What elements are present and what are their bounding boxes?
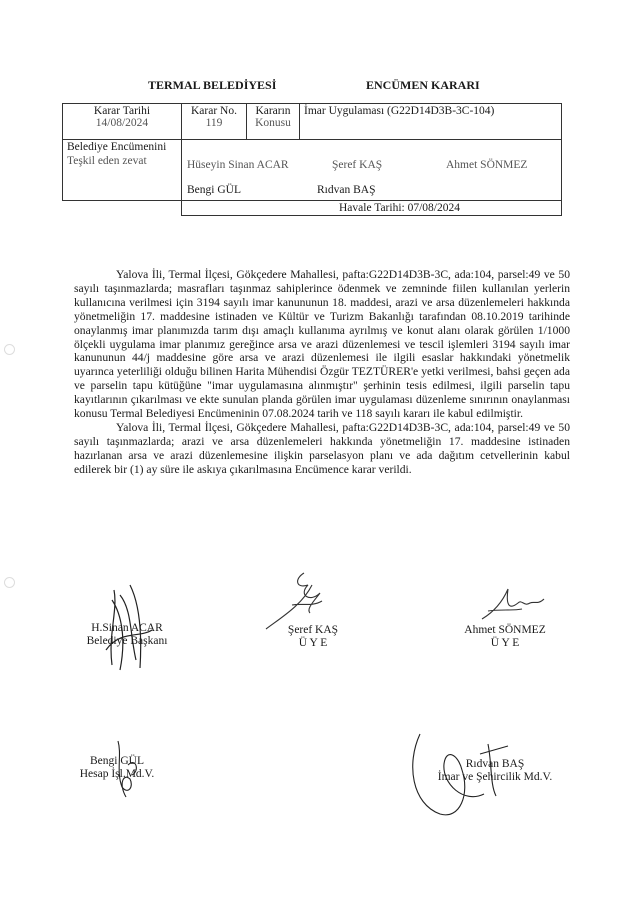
- punch-hole-mark: [4, 344, 15, 355]
- signer-name: Şeref KAŞ: [287, 624, 339, 636]
- council-label-1: Belediye Encümenini: [67, 141, 167, 153]
- signer-name: H.Sinan ACAR: [91, 622, 163, 634]
- decision-date-cell: [63, 104, 182, 140]
- members-cell: [182, 140, 562, 201]
- signature-block-sonmez: [455, 624, 555, 650]
- signature-sonmez: [478, 583, 548, 628]
- signature-block-gul: [62, 755, 172, 781]
- signer-name: Ahmet SÖNMEZ: [464, 624, 546, 636]
- signer-name: Rıdvan BAŞ: [465, 758, 525, 770]
- subject-value: İmar Uygulaması (G22D14D3B-3C-104): [304, 105, 495, 117]
- body-paragraph-1: Yalova İli, Termal İlçesi, Gökçedere Mahallesi, pafta:G22D14D3B-3C, ada:104, parsel:49 ve 50 sayılı taşınmazlarda; masrafları taşınmaz sahiplerince ödenmek ve zemninde fiilen kullanılan yerlerin kullanıcına verilmesi için 3194 sayılı imar kanununun 18. maddesi, arazi ve arsa düzenlemeleri hakkında yönetmeliğin 17. maddesine istinaden ve Kültür ve Turizm Bakanlığı tarafından 08.10.2019 tarihinde onaylanmış imar planımızda tarım dışı amaçlı kullanıma ayrılmış ve konut alanı olarak görülen 1/1000 ölçekli uygulama imar planımız gereğince arsa ve arazi düzenlemesi ve tescil işlemleri 3194 sayılı imar kanununun 44/j maddesine göre arsa ve arazi düzenlemesi ile ilgili esaslar hakkındaki yönetmelik uyarınca yeterliliği olduğu bilinen Harita Mühendisi Özgür TEZTÜRER'e yetki verilmesi, bahsi geçen ada ve parselin tapu kütüğüne "imar uygulamasına alınmıştır" şerhinin tesis edilmesi, ilgili parselin tapu kayıtlarının çıkarılması ve ekte sunulan planda görülen imar uygulaması düzenleme sınırının onaylanması konusu Termal Belediyesi Encümeninin 07.08.2024 tarih ve 118 sayılı kararı ile kabul edilmiştir.: [74, 268, 570, 421]
- punch-hole-mark: [4, 577, 15, 588]
- member-name: Bengi GÜL: [187, 184, 241, 196]
- signer-title: Ü Y E: [490, 637, 520, 649]
- decision-no-cell: [182, 104, 247, 140]
- signer-title: Hesap İşl.Md.V.: [79, 768, 155, 780]
- council-label-2: Teşkil eden zevat: [67, 155, 147, 167]
- signer-title: Belediye Başkanı: [86, 635, 168, 647]
- member-name: Şeref KAŞ: [332, 159, 383, 171]
- body-paragraph-2: Yalova İli, Termal İlçesi, Gökçedere Mahallesi, pafta:G22D14D3B-3C, ada:104, parsel:49 ve 50 sayılı taşınmazlarda; arazi ve arsa düzenlemeleri hakkında yönetmeliğin 17. maddesine istinaden hazırlanan arsa ve arazi düzenlemesine ilişkin parselasyon planı ve ada dağıtım cetvellerinin kabul edilerek bir (1) ay süre ile askıya çıkarılmasına Encümence karar verildi.: [74, 420, 570, 476]
- signer-title: Ü Y E: [298, 637, 328, 649]
- subject-cell: [300, 104, 562, 140]
- member-name: Ahmet SÖNMEZ: [446, 159, 528, 171]
- subject-label-1: Kararın: [255, 105, 291, 117]
- member-name: Hüseyin Sinan ACAR: [187, 159, 289, 171]
- subject-label-2: Konusu: [255, 117, 291, 129]
- decision-info-table: [62, 103, 562, 216]
- decision-body: [74, 268, 570, 477]
- decision-no-label: Karar No.: [191, 105, 237, 117]
- member-name: Rıdvan BAŞ: [317, 184, 376, 196]
- signature-block-bas: [420, 758, 570, 784]
- subject-label-cell: [247, 104, 300, 140]
- referral-date: Havale Tarihi: 07/08/2024: [339, 202, 460, 214]
- signer-name: Bengi GÜL: [90, 755, 144, 767]
- decision-no-value: 119: [205, 117, 223, 129]
- decision-title: ENCÜMEN KARARI: [366, 78, 480, 92]
- signature-block-acar: [72, 622, 182, 648]
- municipality-title: TERMAL BELEDİYESİ: [148, 78, 277, 92]
- decision-date-label: Karar Tarihi: [93, 105, 151, 117]
- signer-title: İmar ve Şehircilik Md.V.: [437, 771, 553, 783]
- referral-date-cell: [182, 201, 562, 216]
- council-label-cell: [63, 140, 182, 201]
- signature-block-kas: [268, 624, 358, 650]
- decision-date-value: 14/08/2024: [95, 117, 149, 129]
